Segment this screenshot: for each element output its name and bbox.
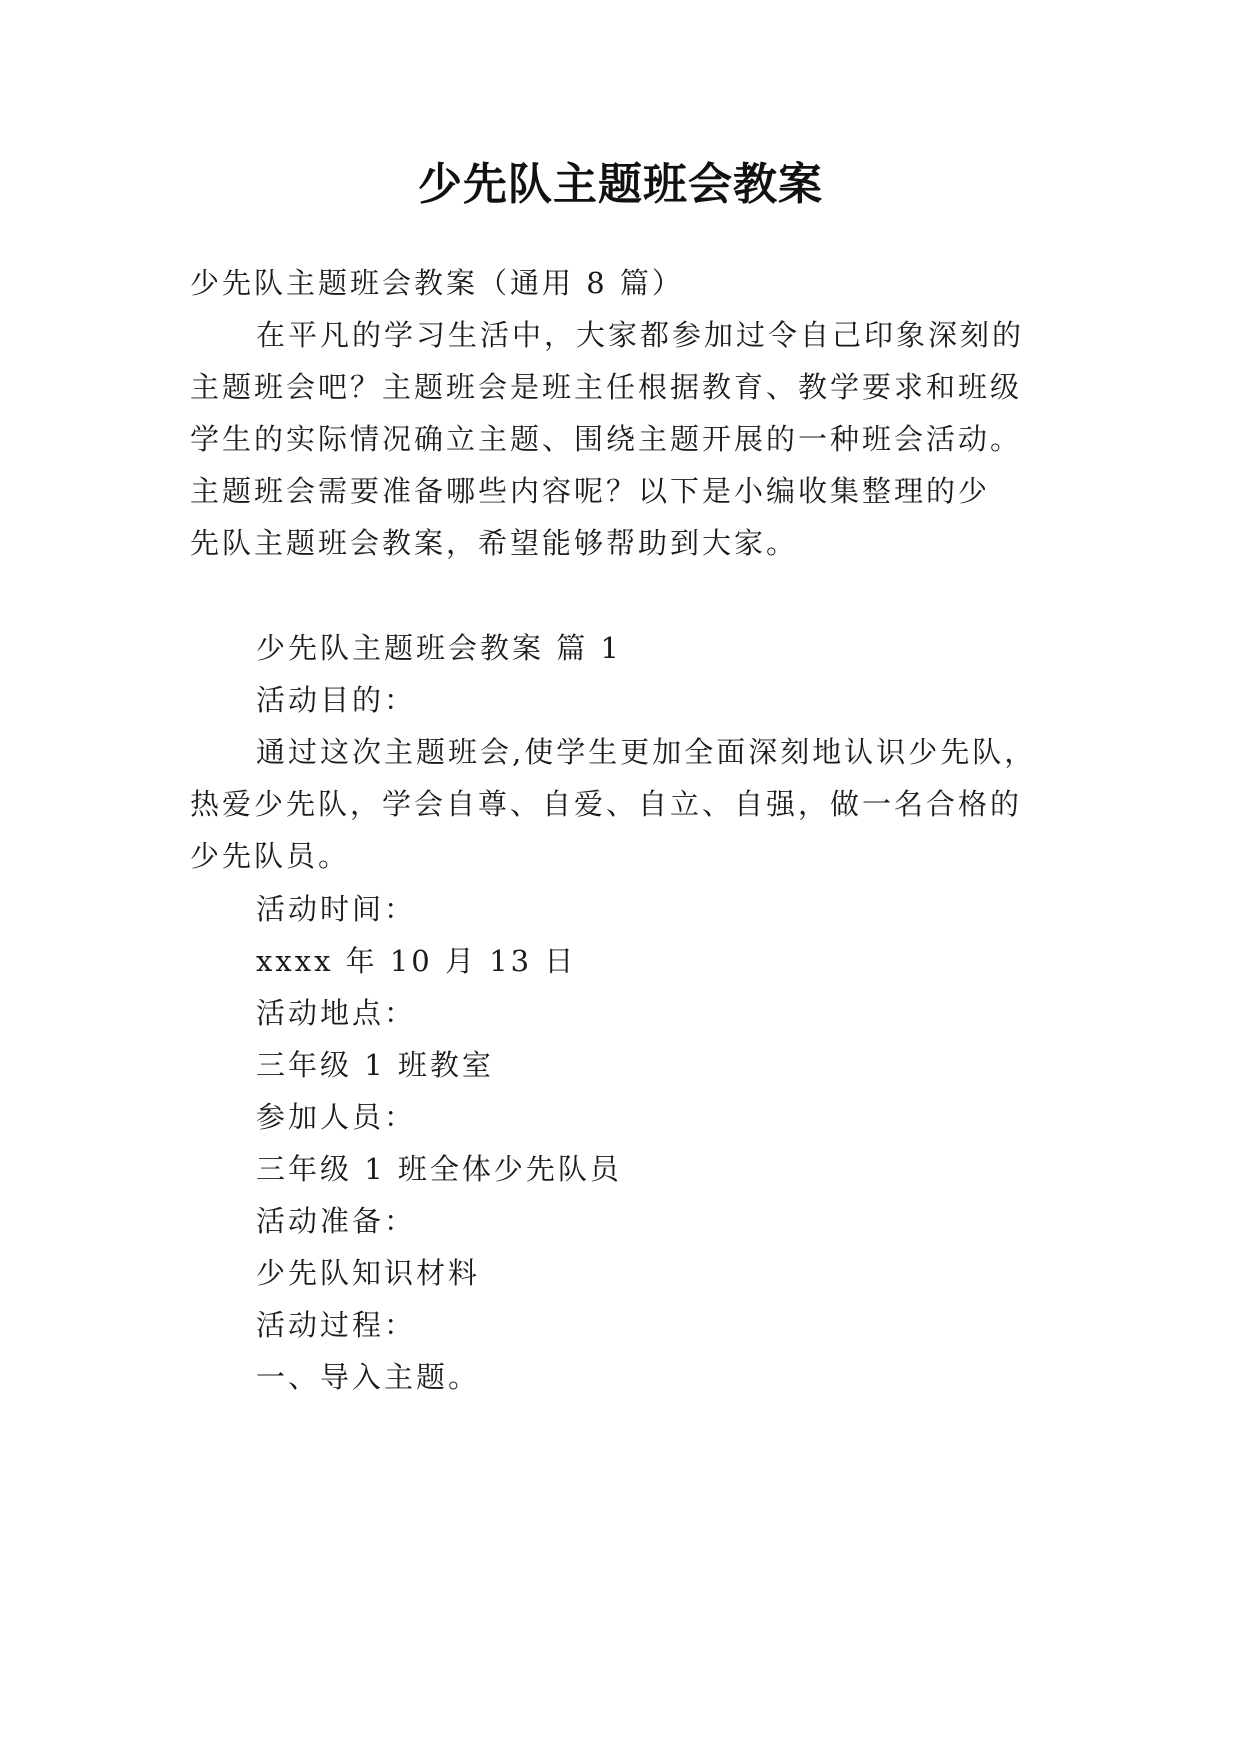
- preparation-label: 活动准备：: [256, 1204, 417, 1238]
- time-value: xxxx 年 10 月 13 日: [256, 944, 577, 978]
- purpose-line-2: 热爱少先队，学会自尊、自爱、自立、自强，做一名合格的: [190, 787, 1023, 821]
- place-label: 活动地点：: [256, 996, 417, 1030]
- process-label: 活动过程：: [256, 1308, 417, 1342]
- participants-label: 参加人员：: [256, 1100, 417, 1134]
- purpose-line-1: 通过这次主题班会,使学生更加全面深刻地认识少先队，: [256, 735, 1037, 769]
- section-heading: 少先队主题班会教案 篇 1: [256, 631, 622, 665]
- participants-value: 三年级 1 班全体少先队员: [256, 1152, 622, 1186]
- intro-line-3: 学生的实际情况确立主题、围绕主题开展的一种班会活动。: [190, 422, 1023, 456]
- document-subtitle: 少先队主题班会教案（通用 8 篇）: [190, 266, 684, 300]
- intro-line-4: 主题班会需要准备哪些内容呢？以下是小编收集整理的少: [190, 474, 991, 508]
- purpose-line-3: 少先队员。: [190, 839, 351, 873]
- preparation-value: 少先队知识材料: [256, 1256, 481, 1290]
- time-label: 活动时间：: [256, 892, 417, 926]
- place-value: 三年级 1 班教室: [256, 1048, 494, 1082]
- intro-line-5: 先队主题班会教案，希望能够帮助到大家。: [190, 526, 799, 560]
- purpose-label: 活动目的：: [256, 683, 417, 717]
- intro-line-2: 主题班会吧？主题班会是班主任根据教育、教学要求和班级: [190, 370, 1023, 404]
- process-step-1: 一、导入主题。: [256, 1360, 481, 1394]
- document-title: 少先队主题班会教案: [418, 159, 823, 210]
- intro-line-1: 在平凡的学习生活中，大家都参加过令自己印象深刻的: [256, 318, 1025, 352]
